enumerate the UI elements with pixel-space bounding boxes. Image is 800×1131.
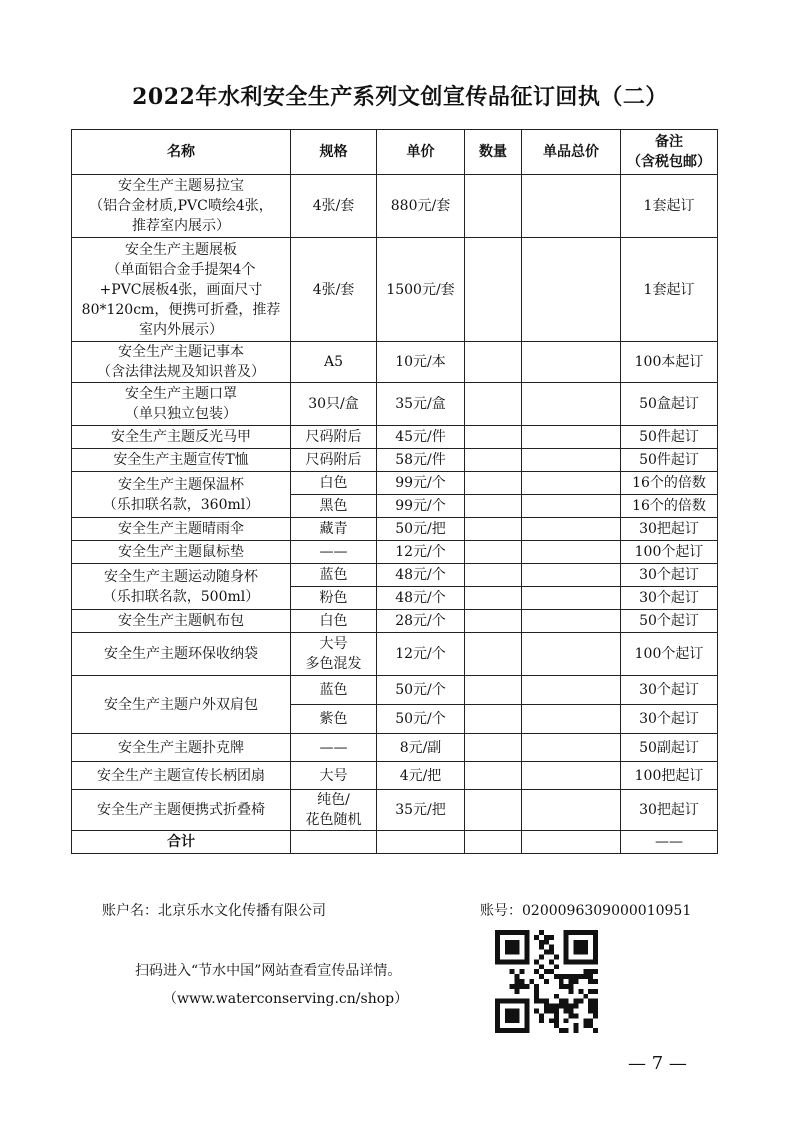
item-total-cell[interactable]	[522, 587, 621, 610]
item-remark: 50件起订	[621, 449, 718, 472]
item-total-cell[interactable]	[522, 790, 621, 831]
item-name: 安全生产主题运动随身杯 （乐扣联名款，500ml）	[72, 564, 291, 610]
shop-url: （www.waterconserving.cn/shop）	[163, 991, 409, 1007]
item-price: 48元/个	[377, 564, 465, 587]
item-quantity-cell[interactable]	[465, 790, 522, 831]
table-row	[72, 472, 718, 495]
item-quantity-cell[interactable]	[465, 762, 522, 790]
table-row	[72, 383, 718, 426]
item-total-cell[interactable]	[522, 518, 621, 541]
item-total-cell[interactable]	[522, 495, 621, 518]
item-remark: 16个的倍数	[621, 472, 718, 495]
item-quantity-cell[interactable]	[465, 175, 522, 238]
item-spec: 尺码附后	[291, 449, 377, 472]
total-sum-cell[interactable]	[522, 831, 621, 854]
item-quantity-cell[interactable]	[465, 541, 522, 564]
item-price: 35元/盒	[377, 383, 465, 426]
item-remark: 30个起订	[621, 564, 718, 587]
item-name: 安全生产主题鼠标垫	[72, 541, 291, 564]
item-name: 安全生产主题扑克牌	[72, 734, 291, 762]
item-remark: 30个起订	[621, 676, 718, 705]
table-row	[72, 610, 718, 633]
table-header-row	[72, 130, 718, 175]
page-number: — 7 —	[628, 1053, 687, 1074]
item-quantity-cell[interactable]	[465, 518, 522, 541]
item-spec: 黑色	[291, 495, 377, 518]
account-name: 账户名：北京乐水文化传播有限公司	[102, 903, 326, 919]
item-remark: 50盒起订	[621, 383, 718, 426]
table-row	[72, 175, 718, 238]
item-name: 安全生产主题宣传长柄团扇	[72, 762, 291, 790]
item-spec: ——	[291, 734, 377, 762]
total-row	[72, 831, 718, 854]
item-price: 10元/本	[377, 342, 465, 383]
item-quantity-cell[interactable]	[465, 342, 522, 383]
total-remark: ——	[621, 831, 718, 854]
item-quantity-cell[interactable]	[465, 472, 522, 495]
total-label: 合计	[72, 831, 291, 854]
item-total-cell[interactable]	[522, 342, 621, 383]
item-price: 45元/件	[377, 426, 465, 449]
header-name: 名称	[72, 130, 291, 175]
header-remark: 备注 （含税包邮）	[621, 130, 718, 175]
item-total-cell[interactable]	[522, 541, 621, 564]
item-total-cell[interactable]	[522, 175, 621, 238]
item-price: 48元/个	[377, 587, 465, 610]
total-spec-cell	[291, 831, 377, 854]
item-name: 安全生产主题晴雨伞	[72, 518, 291, 541]
item-quantity-cell[interactable]	[465, 734, 522, 762]
item-name: 安全生产主题户外双肩包	[72, 676, 291, 734]
table-row	[72, 790, 718, 831]
item-quantity-cell[interactable]	[465, 633, 522, 676]
item-remark: 50个起订	[621, 610, 718, 633]
header-spec: 规格	[291, 130, 377, 175]
item-name: 安全生产主题口罩 （单只独立包装）	[72, 383, 291, 426]
item-price: 99元/个	[377, 472, 465, 495]
item-name: 安全生产主题环保收纳袋	[72, 633, 291, 676]
item-remark: 30个起订	[621, 705, 718, 734]
item-price: 12元/个	[377, 633, 465, 676]
item-name: 安全生产主题帆布包	[72, 610, 291, 633]
order-table-body	[72, 175, 718, 831]
table-row	[72, 762, 718, 790]
table-row	[72, 518, 718, 541]
item-spec: 粉色	[291, 587, 377, 610]
item-spec: 蓝色	[291, 676, 377, 705]
qr-code-icon[interactable]	[495, 930, 598, 1033]
item-quantity-cell[interactable]	[465, 238, 522, 342]
item-total-cell[interactable]	[522, 472, 621, 495]
item-total-cell[interactable]	[522, 762, 621, 790]
item-quantity-cell[interactable]	[465, 495, 522, 518]
item-name: 安全生产主题宣传T恤	[72, 449, 291, 472]
item-price: 50元/个	[377, 705, 465, 734]
item-price: 35元/把	[377, 790, 465, 831]
item-remark: 50副起订	[621, 734, 718, 762]
item-quantity-cell[interactable]	[465, 676, 522, 705]
item-price: 8元/副	[377, 734, 465, 762]
header-quantity: 数量	[465, 130, 522, 175]
item-name: 安全生产主题展板 （单面铝合金手提架4个 +PVC展板4张，画面尺寸 80*120cm，便携可折叠，推荐 室内外展示）	[72, 238, 291, 342]
item-price: 50元/把	[377, 518, 465, 541]
item-total-cell[interactable]	[522, 676, 621, 705]
item-price: 28元/个	[377, 610, 465, 633]
table-row	[72, 238, 718, 342]
total-price-cell	[377, 831, 465, 854]
item-spec: ——	[291, 541, 377, 564]
item-total-cell[interactable]	[522, 426, 621, 449]
item-quantity-cell[interactable]	[465, 610, 522, 633]
item-remark: 1套起订	[621, 238, 718, 342]
table-row	[72, 633, 718, 676]
account-number: 账号：0200096309000010951	[480, 903, 692, 919]
item-total-cell[interactable]	[522, 705, 621, 734]
item-name: 安全生产主题便携式折叠椅	[72, 790, 291, 831]
item-spec: 蓝色	[291, 564, 377, 587]
item-spec: 30只/盒	[291, 383, 377, 426]
item-spec: 藏青	[291, 518, 377, 541]
total-quantity-cell[interactable]	[465, 831, 522, 854]
table-row	[72, 449, 718, 472]
item-remark: 100个起订	[621, 633, 718, 676]
item-remark: 100个起订	[621, 541, 718, 564]
item-total-cell[interactable]	[522, 564, 621, 587]
item-remark: 30个起订	[621, 587, 718, 610]
item-total-cell[interactable]	[522, 734, 621, 762]
scan-instruction: 扫码进入“节水中国”网站查看宣传品详情。	[135, 963, 402, 979]
item-quantity-cell[interactable]	[465, 449, 522, 472]
item-quantity-cell[interactable]	[465, 587, 522, 610]
item-total-cell[interactable]	[522, 238, 621, 342]
item-spec: 4张/套	[291, 238, 377, 342]
item-remark: 16个的倍数	[621, 495, 718, 518]
table-row	[72, 564, 718, 587]
item-name: 安全生产主题易拉宝 （铝合金材质,PVC喷绘4张， 推荐室内展示）	[72, 175, 291, 238]
item-spec: 纯色/ 花色随机	[291, 790, 377, 831]
table-row	[72, 426, 718, 449]
item-price: 4元/把	[377, 762, 465, 790]
item-remark: 30把起订	[621, 790, 718, 831]
item-name: 安全生产主题记事本 （含法律法规及知识普及）	[72, 342, 291, 383]
item-spec: 大号 多色混发	[291, 633, 377, 676]
item-spec: 大号	[291, 762, 377, 790]
item-price: 58元/件	[377, 449, 465, 472]
header-total: 单品总价	[522, 130, 621, 175]
item-spec: 尺码附后	[291, 426, 377, 449]
item-spec: 白色	[291, 472, 377, 495]
item-quantity-cell[interactable]	[465, 426, 522, 449]
header-price: 单价	[377, 130, 465, 175]
table-row	[72, 342, 718, 383]
item-price: 880元/套	[377, 175, 465, 238]
item-price: 99元/个	[377, 495, 465, 518]
item-quantity-cell[interactable]	[465, 705, 522, 734]
item-total-cell[interactable]	[522, 383, 621, 426]
table-row	[72, 541, 718, 564]
item-remark: 100本起订	[621, 342, 718, 383]
item-remark: 100把起订	[621, 762, 718, 790]
item-price: 12元/个	[377, 541, 465, 564]
item-name: 安全生产主题保温杯 （乐扣联名款，360ml）	[72, 472, 291, 518]
item-quantity-cell[interactable]	[465, 383, 522, 426]
item-spec: 白色	[291, 610, 377, 633]
item-total-cell[interactable]	[522, 633, 621, 676]
item-remark: 50件起订	[621, 426, 718, 449]
item-price: 1500元/套	[377, 238, 465, 342]
item-spec: A5	[291, 342, 377, 383]
order-table	[71, 129, 718, 854]
table-row	[72, 734, 718, 762]
table-row	[72, 676, 718, 705]
item-remark: 1套起订	[621, 175, 718, 238]
document-title: 2022年水利安全生产系列文创宣传品征订回执（二）	[132, 84, 668, 110]
item-remark: 30把起订	[621, 518, 718, 541]
item-name: 安全生产主题反光马甲	[72, 426, 291, 449]
item-total-cell[interactable]	[522, 449, 621, 472]
item-quantity-cell[interactable]	[465, 564, 522, 587]
item-spec: 紫色	[291, 705, 377, 734]
item-spec: 4张/套	[291, 175, 377, 238]
item-total-cell[interactable]	[522, 610, 621, 633]
item-price: 50元/个	[377, 676, 465, 705]
